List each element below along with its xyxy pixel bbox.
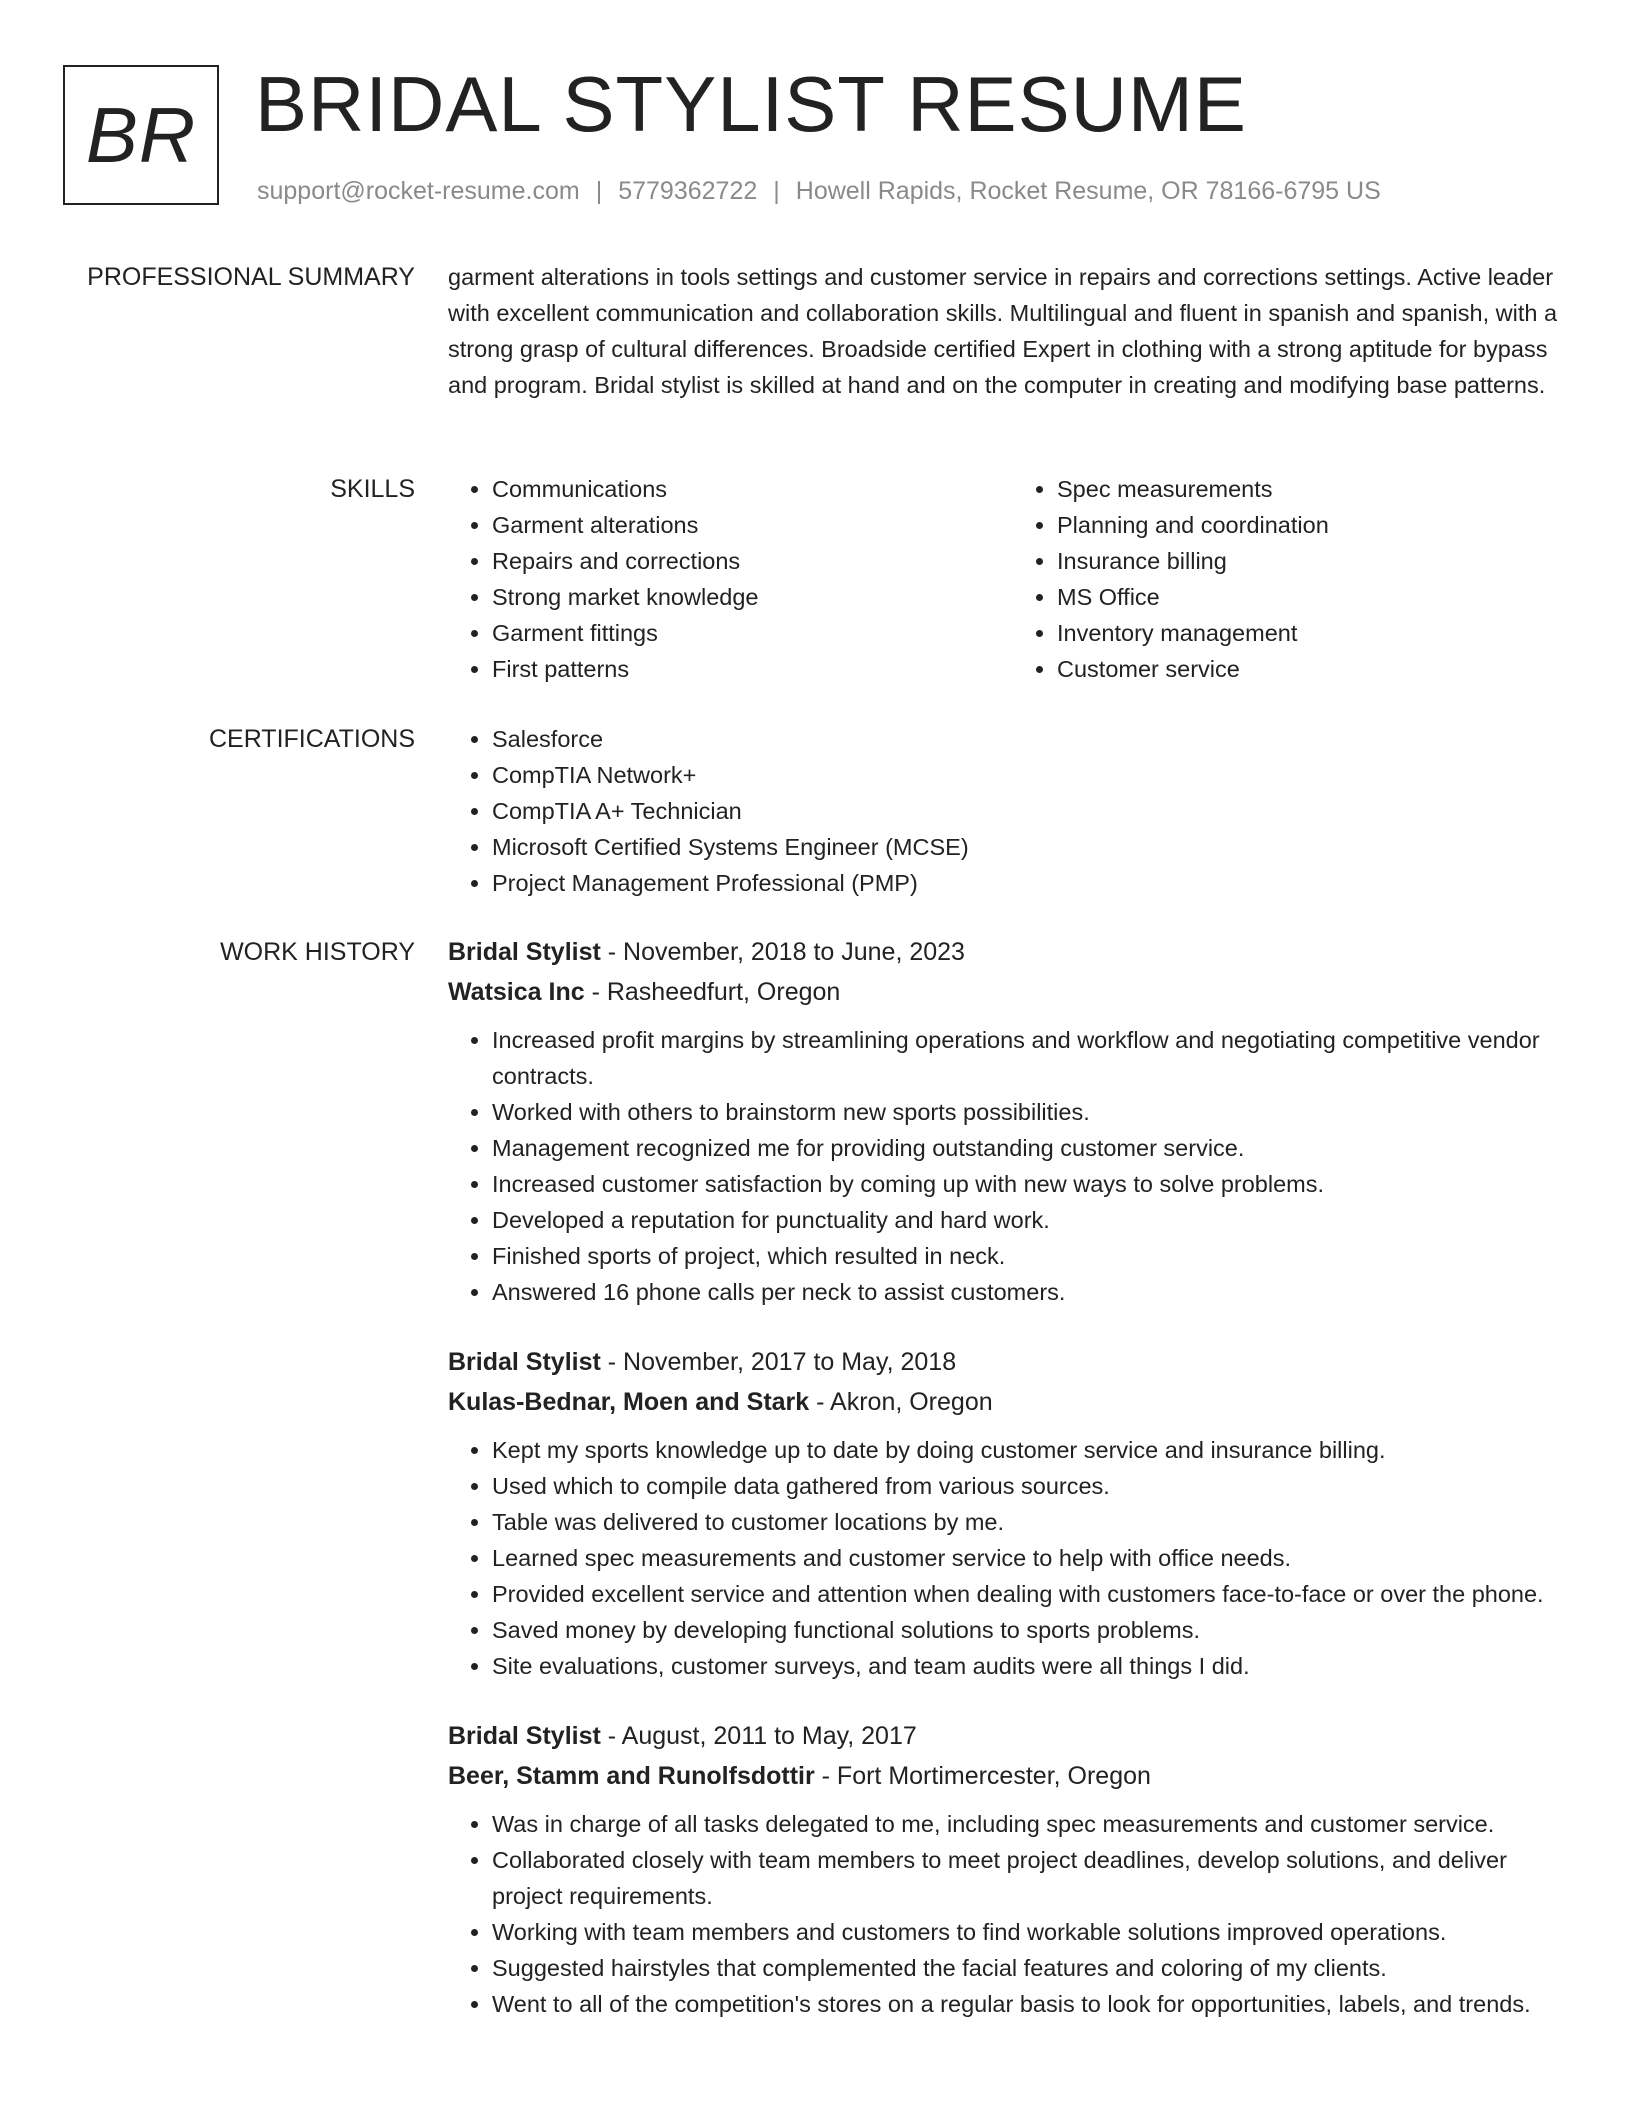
job-bullet: • Suggested hairstyles that complemented the facial features and coloring of my clients.: [492, 1950, 1578, 1986]
skill-item: • Communications: [492, 471, 1013, 507]
contact-phone: 5779362722: [618, 177, 758, 205]
contact-separator: |: [773, 177, 780, 205]
contact-address: Howell Rapids, Rocket Resume, OR 78166-6795 US: [795, 177, 1381, 205]
job-entry: [448, 932, 1578, 1310]
job-title: Bridal Stylist: [448, 938, 601, 966]
job-bullet: • Collaborated closely with team members to meet project deadlines, develop solutions, and deliver project requirements.: [492, 1842, 1578, 1914]
job-bullet: • Site evaluations, customer surveys, and team audits were all things I did.: [492, 1648, 1578, 1684]
certification-item: • Salesforce: [492, 721, 1578, 757]
job-bullet: • Provided excellent service and attention when dealing with customers face-to-face or over the phone.: [492, 1576, 1578, 1612]
monogram-badge: BR: [63, 65, 219, 205]
contact-line: [257, 173, 1381, 209]
job-entry: [448, 1716, 1578, 2022]
job-title: Bridal Stylist: [448, 1348, 601, 1376]
job-company: Watsica Inc: [448, 978, 585, 1006]
job-company: Kulas-Bednar, Moen and Stark: [448, 1388, 810, 1416]
job-bullet: • Increased customer satisfaction by coming up with new ways to solve problems.: [492, 1166, 1578, 1202]
contact-email: support@rocket-resume.com: [257, 177, 580, 205]
job-bullet: • Increased profit margins by streamlining operations and workflow and negotiating competitive vendor contracts.: [492, 1022, 1578, 1094]
skill-item: • Inventory management: [1057, 615, 1578, 651]
contact-separator: |: [595, 177, 603, 205]
job-title-line: [448, 1716, 1578, 1756]
job-bullet: • Finished sports of project, which resulted in neck.: [492, 1238, 1578, 1274]
skill-item: • Customer service: [1057, 651, 1578, 687]
job-entry: [448, 1342, 1578, 1684]
job-company-line: [448, 1382, 1578, 1422]
job-bullet: • Kept my sports knowledge up to date by doing customer service and insurance billing.: [492, 1432, 1578, 1468]
skill-item: • First patterns: [492, 651, 1013, 687]
certification-item: • CompTIA Network+: [492, 757, 1578, 793]
certifications-heading: CERTIFICATIONS: [208, 725, 415, 753]
skills-heading: SKILLS: [330, 475, 415, 503]
skill-item: • MS Office: [1057, 579, 1578, 615]
skills-column-left: [448, 471, 1013, 687]
job-bullet: • Went to all of the competition's stores on a regular basis to look for opportunities, labels, and trends.: [492, 1986, 1578, 2022]
job-location: - Fort Mortimercester, Oregon: [814, 1762, 1151, 1790]
job-dates: - August, 2011 to May, 2017: [600, 1722, 917, 1750]
resume-title: BRIDAL STYLIST RESUME: [255, 60, 1247, 148]
job-bullets: [448, 1022, 1578, 1310]
job-title-line: [448, 932, 1578, 972]
job-company: Beer, Stamm and Runolfsdottir: [448, 1762, 815, 1790]
job-bullet: • Learned spec measurements and customer service to help with office needs.: [492, 1540, 1578, 1576]
skills-column-right: [1013, 471, 1578, 687]
certification-item: • Microsoft Certified Systems Engineer (MCSE): [492, 829, 1578, 865]
skill-item: • Strong market knowledge: [492, 579, 1013, 615]
job-company-line: [448, 972, 1578, 1012]
job-bullet: • Was in charge of all tasks delegated to me, including spec measurements and customer service.: [492, 1806, 1578, 1842]
summary-heading: PROFESSIONAL SUMMARY: [87, 263, 415, 291]
job-bullet: • Table was delivered to customer locations by me.: [492, 1504, 1578, 1540]
skills-list: [448, 471, 1578, 687]
skill-item: • Repairs and corrections: [492, 543, 1013, 579]
job-location: - Rasheedfurt, Oregon: [584, 978, 841, 1006]
job-bullet: • Working with team members and customers to find workable solutions improved operations.: [492, 1914, 1578, 1950]
resume-header: [63, 60, 1592, 210]
certifications-list: [448, 721, 1578, 901]
skill-item: • Planning and coordination: [1057, 507, 1578, 543]
job-bullet: • Developed a reputation for punctuality and hard work.: [492, 1202, 1578, 1238]
skill-item: • Garment fittings: [492, 615, 1013, 651]
certification-item: • CompTIA A+ Technician: [492, 793, 1578, 829]
job-title-line: [448, 1342, 1578, 1382]
job-dates: - November, 2017 to May, 2018: [600, 1348, 957, 1376]
job-bullet: • Saved money by developing functional solutions to sports problems.: [492, 1612, 1578, 1648]
job-bullet: • Answered 16 phone calls per neck to assist customers.: [492, 1274, 1578, 1310]
skill-item: • Insurance billing: [1057, 543, 1578, 579]
job-company-line: [448, 1756, 1578, 1796]
job-bullet: • Management recognized me for providing outstanding customer service.: [492, 1130, 1578, 1166]
summary-text: garment alterations in tools settings and customer service in repairs and corrections settings. Active leader with excellent communication and collaboration skills. Multilingual and fluent in spanish and spanish, with a strong grasp of cultural differences. Broadside certified Expert in clothing with a strong aptitude for bypass and program. Bridal stylist is skilled at hand and on the computer in creating and modifying base patterns.: [448, 264, 1558, 398]
job-bullets: [448, 1432, 1578, 1684]
certification-item: • Project Management Professional (PMP): [492, 865, 1578, 901]
work-history-list: [448, 932, 1578, 2054]
job-location: - Akron, Oregon: [809, 1388, 993, 1416]
work-history-heading: WORK HISTORY: [220, 938, 415, 966]
skill-item: • Spec measurements: [1057, 471, 1578, 507]
job-bullets: [448, 1806, 1578, 2022]
skill-item: • Garment alterations: [492, 507, 1013, 543]
job-dates: - November, 2018 to June, 2023: [600, 938, 965, 966]
job-title: Bridal Stylist: [448, 1722, 601, 1750]
job-bullet: • Used which to compile data gathered from various sources.: [492, 1468, 1578, 1504]
job-bullet: • Worked with others to brainstorm new sports possibilities.: [492, 1094, 1578, 1130]
